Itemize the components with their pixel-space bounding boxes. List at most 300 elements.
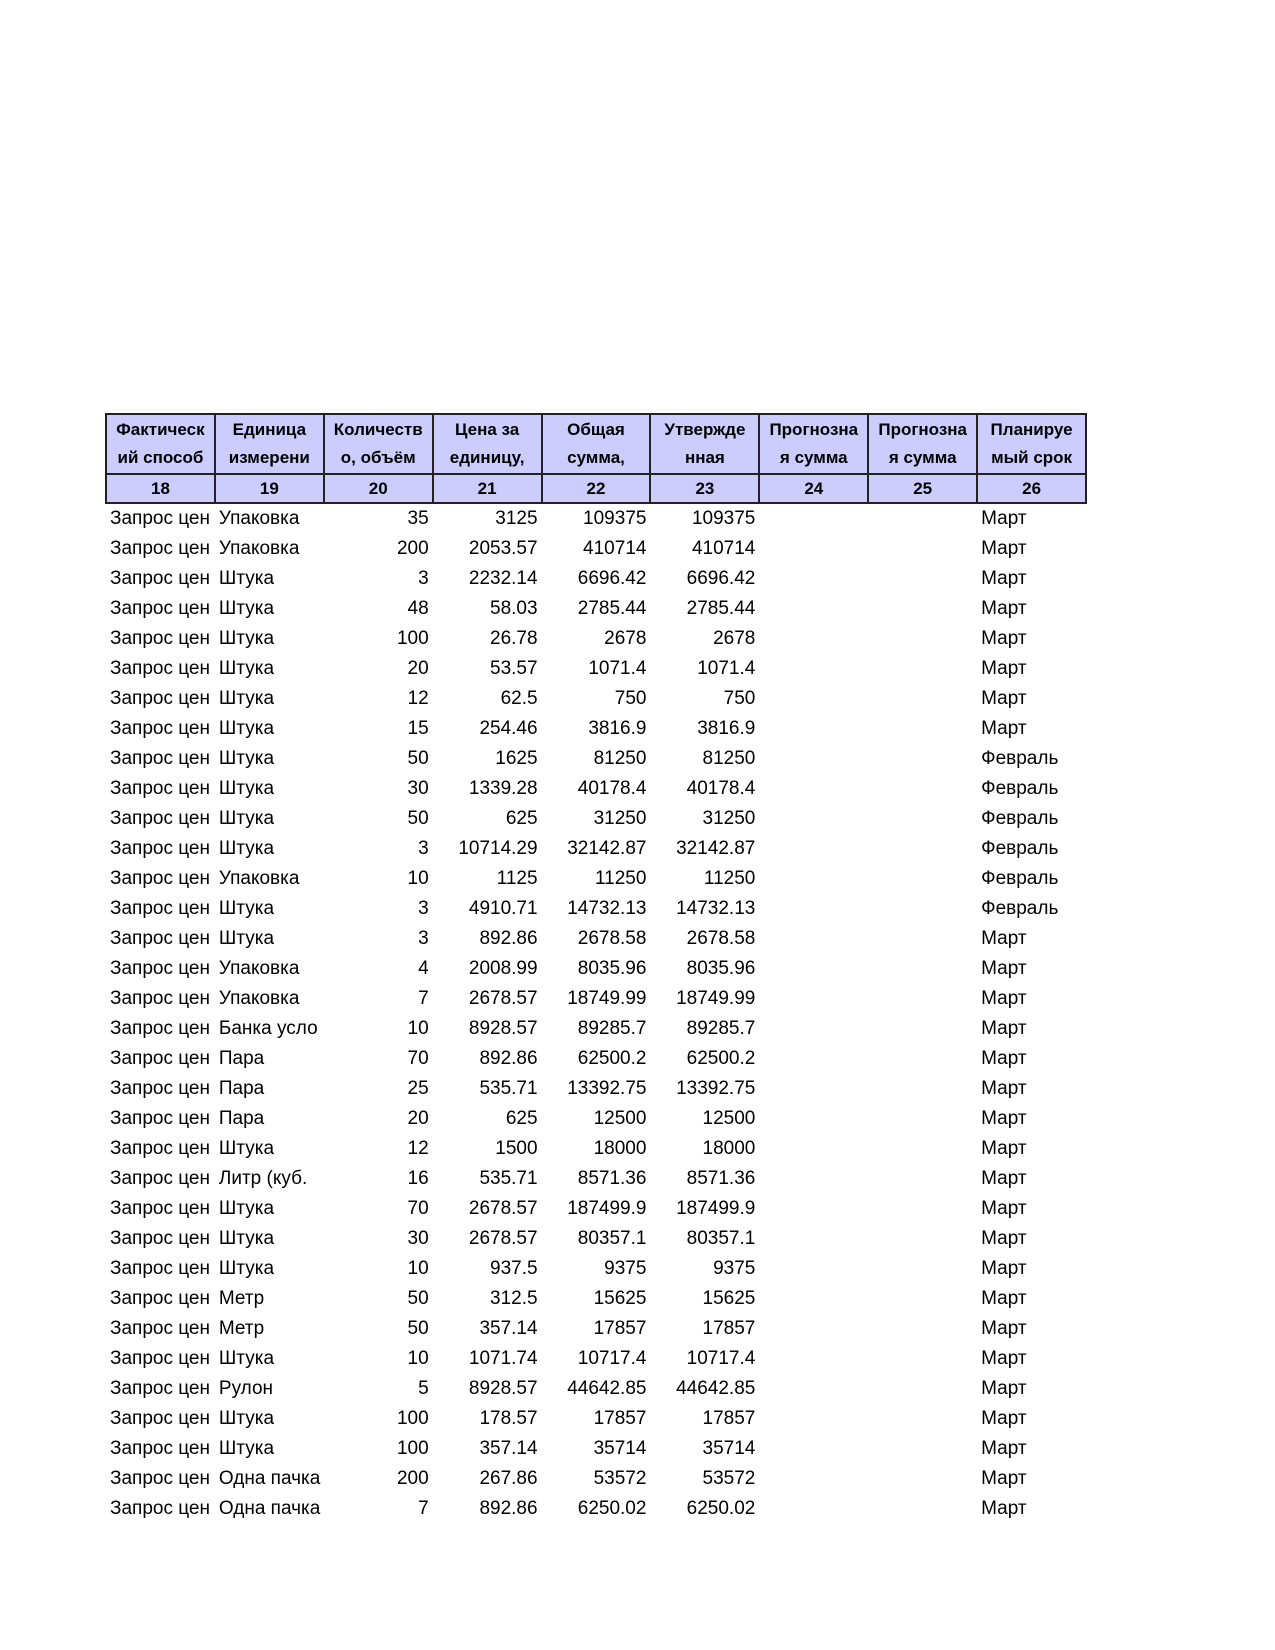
unit-cell: Штука xyxy=(218,898,275,919)
forecast-sum-cell xyxy=(759,684,868,714)
approved-sum-cell: 2785.44 xyxy=(686,598,756,619)
column-header-line1: Единица xyxy=(232,420,307,439)
quantity-cell: 3 xyxy=(418,568,429,589)
unit-price-cell: 26.78 xyxy=(490,628,538,649)
unit-price-cell: 2678.57 xyxy=(468,988,538,1009)
forecast-sum-cell xyxy=(759,503,868,534)
unit-cell: Метр xyxy=(218,1318,265,1339)
unit-price-cell: 8928.57 xyxy=(468,1018,538,1039)
total-sum-cell: 18749.99 xyxy=(567,988,647,1009)
forecast-sum-cell xyxy=(759,714,868,744)
table-row xyxy=(106,1044,1086,1074)
unit-cell: Упаковка xyxy=(218,538,300,559)
forecast-sum-cell xyxy=(868,1074,977,1104)
planned-term-cell: Март xyxy=(981,1048,1027,1069)
total-sum-cell: 12500 xyxy=(593,1108,647,1129)
planned-term-cell: Март xyxy=(981,718,1027,739)
total-sum-cell: 2785.44 xyxy=(577,598,647,619)
unit-price-cell: 254.46 xyxy=(479,718,538,739)
quantity-cell: 3 xyxy=(418,838,429,859)
forecast-sum-cell xyxy=(759,864,868,894)
forecast-sum-cell xyxy=(759,1224,868,1254)
forecast-sum-cell xyxy=(759,954,868,984)
forecast-sum-cell xyxy=(868,1374,977,1404)
unit-cell: Штука xyxy=(218,1258,275,1279)
column-header-line2: измерени xyxy=(228,448,310,467)
method-cell: Запрос цен xyxy=(110,1168,210,1189)
planned-term-cell: Февраль xyxy=(981,868,1059,889)
unit-cell: Штука xyxy=(218,928,275,949)
planned-term-cell: Март xyxy=(981,688,1027,709)
approved-sum-cell: 17857 xyxy=(702,1408,756,1429)
table-row xyxy=(106,954,1086,984)
column-header-21 xyxy=(433,414,542,474)
forecast-sum-cell xyxy=(759,1044,868,1074)
approved-sum-cell: 17857 xyxy=(702,1318,756,1339)
method-cell: Запрос цен xyxy=(110,1288,210,1309)
method-cell: Запрос цен xyxy=(110,1228,210,1249)
planned-term-cell: Март xyxy=(981,1378,1027,1399)
unit-cell: Упаковка xyxy=(218,988,300,1009)
approved-sum-cell: 80357.1 xyxy=(686,1228,756,1249)
method-cell: Запрос цен xyxy=(110,778,210,799)
approved-sum-cell: 3816.9 xyxy=(697,718,756,739)
column-header-line1: Планируе xyxy=(990,420,1073,439)
forecast-sum-cell xyxy=(759,534,868,564)
quantity-cell: 15 xyxy=(407,718,429,739)
forecast-sum-cell xyxy=(759,1014,868,1044)
forecast-sum-cell xyxy=(868,1494,977,1524)
approved-sum-cell: 35714 xyxy=(702,1438,756,1459)
unit-cell: Одна пачка xyxy=(218,1468,321,1489)
forecast-sum-cell xyxy=(868,1224,977,1254)
planned-term-cell: Март xyxy=(981,1438,1027,1459)
unit-cell: Штука xyxy=(218,1198,275,1219)
unit-price-cell: 62.5 xyxy=(500,688,538,709)
total-sum-cell: 750 xyxy=(614,688,647,709)
unit-price-cell: 625 xyxy=(505,1108,538,1129)
unit-price-cell: 1339.28 xyxy=(468,778,538,799)
method-cell: Запрос цен xyxy=(110,1198,210,1219)
unit-cell: Литр (куб. xyxy=(218,1168,308,1189)
column-header-line2: единицу, xyxy=(449,448,525,467)
quantity-cell: 20 xyxy=(407,658,429,679)
planned-term-cell: Март xyxy=(981,1198,1027,1219)
unit-price-cell: 1071.74 xyxy=(468,1348,538,1369)
column-header-20 xyxy=(324,414,433,474)
table-row xyxy=(106,1074,1086,1104)
forecast-sum-cell xyxy=(868,714,977,744)
total-sum-cell: 32142.87 xyxy=(567,838,647,859)
table-row xyxy=(106,654,1086,684)
unit-cell: Пара xyxy=(218,1108,265,1129)
unit-price-cell: 2678.57 xyxy=(468,1228,538,1249)
quantity-cell: 3 xyxy=(418,898,429,919)
approved-sum-cell: 31250 xyxy=(702,808,756,829)
forecast-sum-cell xyxy=(868,954,977,984)
table-row xyxy=(106,924,1086,954)
procurement-sheet xyxy=(105,413,1087,1524)
approved-sum-cell: 750 xyxy=(723,688,756,709)
method-cell: Запрос цен xyxy=(110,568,210,589)
planned-term-cell: Февраль xyxy=(981,808,1059,829)
unit-cell: Штука xyxy=(218,1138,275,1159)
method-cell: Запрос цен xyxy=(110,598,210,619)
forecast-sum-cell xyxy=(868,684,977,714)
approved-sum-cell: 81250 xyxy=(702,748,756,769)
quantity-cell: 12 xyxy=(407,688,429,709)
column-number: 19 xyxy=(215,474,324,503)
approved-sum-cell: 12500 xyxy=(702,1108,756,1129)
table-row xyxy=(106,1224,1086,1254)
column-header-24 xyxy=(759,414,868,474)
column-header-line2: сумма, xyxy=(567,448,625,467)
unit-cell: Упаковка xyxy=(218,508,300,529)
method-cell: Запрос цен xyxy=(110,658,210,679)
forecast-sum-cell xyxy=(759,1404,868,1434)
unit-cell: Метр xyxy=(218,1288,265,1309)
total-sum-cell: 35714 xyxy=(593,1438,647,1459)
table-row xyxy=(106,1374,1086,1404)
total-sum-cell: 109375 xyxy=(583,508,647,529)
forecast-sum-cell xyxy=(759,894,868,924)
unit-cell: Штука xyxy=(218,778,275,799)
table-row xyxy=(106,804,1086,834)
method-cell: Запрос цен xyxy=(110,1108,210,1129)
total-sum-cell: 17857 xyxy=(593,1318,647,1339)
unit-price-cell: 937.5 xyxy=(490,1258,538,1279)
table-row xyxy=(106,984,1086,1014)
table-row xyxy=(106,1434,1086,1464)
forecast-sum-cell xyxy=(868,534,977,564)
column-header-line1: Прогнозна xyxy=(878,420,968,439)
approved-sum-cell: 8571.36 xyxy=(686,1168,756,1189)
forecast-sum-cell xyxy=(759,594,868,624)
quantity-cell: 10 xyxy=(407,1348,429,1369)
total-sum-cell: 3816.9 xyxy=(588,718,647,739)
planned-term-cell: Февраль xyxy=(981,898,1059,919)
table-row xyxy=(106,774,1086,804)
unit-cell: Пара xyxy=(218,1078,265,1099)
method-cell: Запрос цен xyxy=(110,868,210,889)
column-header-18 xyxy=(106,414,215,474)
total-sum-cell: 62500.2 xyxy=(577,1048,647,1069)
forecast-sum-cell xyxy=(759,924,868,954)
approved-sum-cell: 10717.4 xyxy=(686,1348,756,1369)
forecast-sum-cell xyxy=(868,774,977,804)
total-sum-cell: 8035.96 xyxy=(577,958,647,979)
unit-price-cell: 892.86 xyxy=(479,928,538,949)
column-number: 23 xyxy=(650,474,759,503)
planned-term-cell: Март xyxy=(981,1468,1027,1489)
planned-term-cell: Февраль xyxy=(981,748,1059,769)
method-cell: Запрос цен xyxy=(110,1378,210,1399)
unit-cell: Штука xyxy=(218,628,275,649)
approved-sum-cell: 1071.4 xyxy=(697,658,756,679)
forecast-sum-cell xyxy=(868,654,977,684)
unit-price-cell: 8928.57 xyxy=(468,1378,538,1399)
method-cell: Запрос цен xyxy=(110,748,210,769)
forecast-sum-cell xyxy=(868,503,977,534)
unit-price-cell: 892.86 xyxy=(479,1498,538,1519)
method-cell: Запрос цен xyxy=(110,1408,210,1429)
forecast-sum-cell xyxy=(868,1404,977,1434)
table-row xyxy=(106,1464,1086,1494)
unit-cell: Штука xyxy=(218,808,275,829)
unit-price-cell: 1500 xyxy=(495,1138,538,1159)
forecast-sum-cell xyxy=(759,1284,868,1314)
forecast-sum-cell xyxy=(759,1254,868,1284)
total-sum-cell: 13392.75 xyxy=(567,1078,647,1099)
forecast-sum-cell xyxy=(868,1314,977,1344)
forecast-sum-cell xyxy=(868,1134,977,1164)
forecast-sum-cell xyxy=(868,894,977,924)
unit-price-cell: 58.03 xyxy=(490,598,538,619)
table-row xyxy=(106,714,1086,744)
approved-sum-cell: 18749.99 xyxy=(676,988,756,1009)
planned-term-cell: Март xyxy=(981,628,1027,649)
forecast-sum-cell xyxy=(759,804,868,834)
forecast-sum-cell xyxy=(759,1464,868,1494)
forecast-sum-cell xyxy=(759,624,868,654)
quantity-cell: 48 xyxy=(407,598,429,619)
unit-cell: Упаковка xyxy=(218,868,300,889)
quantity-cell: 5 xyxy=(418,1378,429,1399)
quantity-cell: 100 xyxy=(396,1408,429,1429)
method-cell: Запрос цен xyxy=(110,1438,210,1459)
unit-price-cell: 312.5 xyxy=(490,1288,538,1309)
unit-price-cell: 10714.29 xyxy=(458,838,538,859)
forecast-sum-cell xyxy=(759,1494,868,1524)
column-header-line1: Фактическ xyxy=(116,420,205,439)
column-header-19 xyxy=(215,414,324,474)
forecast-sum-cell xyxy=(759,1104,868,1134)
method-cell: Запрос цен xyxy=(110,898,210,919)
method-cell: Запрос цен xyxy=(110,1138,210,1159)
table-header xyxy=(106,414,1086,503)
quantity-cell: 50 xyxy=(407,1288,429,1309)
column-header-line1: Цена за xyxy=(455,420,520,439)
planned-term-cell: Март xyxy=(981,958,1027,979)
quantity-cell: 10 xyxy=(407,1018,429,1039)
table-row xyxy=(106,534,1086,564)
forecast-sum-cell xyxy=(759,1434,868,1464)
quantity-cell: 3 xyxy=(418,928,429,949)
total-sum-cell: 11250 xyxy=(595,868,647,889)
method-cell: Запрос цен xyxy=(110,1078,210,1099)
quantity-cell: 50 xyxy=(407,748,429,769)
approved-sum-cell: 6696.42 xyxy=(686,568,756,589)
unit-cell: Банка усло xyxy=(218,1018,318,1039)
approved-sum-cell: 15625 xyxy=(702,1288,756,1309)
forecast-sum-cell xyxy=(868,1254,977,1284)
total-sum-cell: 14732.13 xyxy=(567,898,647,919)
total-sum-cell: 8571.36 xyxy=(577,1168,647,1189)
unit-price-cell: 2008.99 xyxy=(468,958,538,979)
unit-price-cell: 535.71 xyxy=(479,1168,538,1189)
table-row xyxy=(106,1134,1086,1164)
unit-price-cell: 2053.57 xyxy=(468,538,538,559)
table-row xyxy=(106,1344,1086,1374)
forecast-sum-cell xyxy=(868,1434,977,1464)
total-sum-cell: 6250.02 xyxy=(577,1498,647,1519)
method-cell: Запрос цен xyxy=(110,718,210,739)
forecast-sum-cell xyxy=(759,774,868,804)
unit-cell: Штука xyxy=(218,658,275,679)
forecast-sum-cell xyxy=(868,564,977,594)
unit-cell: Штука xyxy=(218,838,275,859)
unit-cell: Штука xyxy=(218,748,275,769)
total-sum-cell: 10717.4 xyxy=(577,1348,647,1369)
method-cell: Запрос цен xyxy=(110,838,210,859)
method-cell: Запрос цен xyxy=(110,1348,210,1369)
quantity-cell: 4 xyxy=(418,958,429,979)
approved-sum-cell: 89285.7 xyxy=(686,1018,756,1039)
forecast-sum-cell xyxy=(868,924,977,954)
total-sum-cell: 17857 xyxy=(593,1408,647,1429)
column-header-line2: я сумма xyxy=(779,448,848,467)
unit-price-cell: 892.86 xyxy=(479,1048,538,1069)
unit-price-cell: 2232.14 xyxy=(468,568,538,589)
table-row xyxy=(106,744,1086,774)
approved-sum-cell: 14732.13 xyxy=(676,898,756,919)
forecast-sum-cell xyxy=(868,1104,977,1134)
column-header-line2: нная xyxy=(684,448,725,467)
total-sum-cell: 44642.85 xyxy=(567,1378,647,1399)
column-number: 25 xyxy=(868,474,977,503)
unit-price-cell: 1625 xyxy=(495,748,538,769)
unit-cell: Штука xyxy=(218,688,275,709)
quantity-cell: 70 xyxy=(407,1048,429,1069)
forecast-sum-cell xyxy=(868,624,977,654)
column-header-22 xyxy=(542,414,651,474)
planned-term-cell: Февраль xyxy=(981,838,1059,859)
table-row xyxy=(106,594,1086,624)
method-cell: Запрос цен xyxy=(110,628,210,649)
unit-price-cell: 267.86 xyxy=(479,1468,538,1489)
column-number: 22 xyxy=(542,474,651,503)
method-cell: Запрос цен xyxy=(110,928,210,949)
table-row xyxy=(106,834,1086,864)
column-header-line2: о, объём xyxy=(340,448,416,467)
method-cell: Запрос цен xyxy=(110,1018,210,1039)
forecast-sum-cell xyxy=(759,984,868,1014)
column-header-line1: Прогнозна xyxy=(769,420,859,439)
quantity-cell: 70 xyxy=(407,1198,429,1219)
column-header-line1: Общая xyxy=(567,420,625,439)
method-cell: Запрос цен xyxy=(110,1048,210,1069)
column-header-line2: я сумма xyxy=(888,448,957,467)
column-header-23 xyxy=(650,414,759,474)
method-cell: Запрос цен xyxy=(110,1468,210,1489)
unit-price-cell: 4910.71 xyxy=(468,898,538,919)
unit-price-cell: 357.14 xyxy=(479,1438,538,1459)
planned-term-cell: Март xyxy=(981,928,1027,949)
approved-sum-cell: 11250 xyxy=(703,868,756,889)
approved-sum-cell: 62500.2 xyxy=(686,1048,756,1069)
forecast-sum-cell xyxy=(759,654,868,684)
unit-price-cell: 53.57 xyxy=(490,658,538,679)
planned-term-cell: Март xyxy=(981,1288,1027,1309)
quantity-cell: 30 xyxy=(407,1228,429,1249)
approved-sum-cell: 53572 xyxy=(702,1468,756,1489)
quantity-cell: 50 xyxy=(407,808,429,829)
forecast-sum-cell xyxy=(759,1344,868,1374)
total-sum-cell: 89285.7 xyxy=(577,1018,647,1039)
unit-price-cell: 178.57 xyxy=(479,1408,538,1429)
column-number: 18 xyxy=(106,474,215,503)
unit-cell: Штука xyxy=(218,1438,275,1459)
planned-term-cell: Март xyxy=(981,658,1027,679)
quantity-cell: 20 xyxy=(407,1108,429,1129)
method-cell: Запрос цен xyxy=(110,1318,210,1339)
quantity-cell: 25 xyxy=(407,1078,429,1099)
table-row xyxy=(106,1164,1086,1194)
column-number: 20 xyxy=(324,474,433,503)
approved-sum-cell: 13392.75 xyxy=(676,1078,756,1099)
forecast-sum-cell xyxy=(868,1284,977,1314)
approved-sum-cell: 18000 xyxy=(702,1138,756,1159)
forecast-sum-cell xyxy=(759,1374,868,1404)
forecast-sum-cell xyxy=(868,1164,977,1194)
column-header-line2: мый срок xyxy=(991,448,1073,467)
procurement-table xyxy=(105,413,1087,1524)
unit-cell: Штука xyxy=(218,1348,275,1369)
planned-term-cell: Март xyxy=(981,988,1027,1009)
forecast-sum-cell xyxy=(759,564,868,594)
approved-sum-cell: 32142.87 xyxy=(676,838,756,859)
column-header-line1: Количеств xyxy=(333,420,423,439)
total-sum-cell: 410714 xyxy=(583,538,647,559)
column-number: 24 xyxy=(759,474,868,503)
unit-cell: Пара xyxy=(218,1048,265,1069)
quantity-cell: 200 xyxy=(396,538,429,559)
quantity-cell: 200 xyxy=(396,1468,429,1489)
forecast-sum-cell xyxy=(868,594,977,624)
unit-cell: Штука xyxy=(218,598,275,619)
table-row xyxy=(106,1284,1086,1314)
unit-cell: Штука xyxy=(218,1408,275,1429)
method-cell: Запрос цен xyxy=(110,1258,210,1279)
column-header-line2: ий способ xyxy=(117,448,204,467)
approved-sum-cell: 8035.96 xyxy=(686,958,756,979)
table-row xyxy=(106,503,1086,534)
forecast-sum-cell xyxy=(868,1344,977,1374)
method-cell: Запрос цен xyxy=(110,538,210,559)
approved-sum-cell: 2678.58 xyxy=(686,928,756,949)
method-cell: Запрос цен xyxy=(110,958,210,979)
total-sum-cell: 40178.4 xyxy=(577,778,647,799)
planned-term-cell: Март xyxy=(981,1138,1027,1159)
planned-term-cell: Март xyxy=(981,1018,1027,1039)
quantity-cell: 12 xyxy=(407,1138,429,1159)
method-cell: Запрос цен xyxy=(110,988,210,1009)
quantity-cell: 16 xyxy=(407,1168,429,1189)
table-row xyxy=(106,1014,1086,1044)
planned-term-cell: Март xyxy=(981,1078,1027,1099)
forecast-sum-cell xyxy=(868,1464,977,1494)
total-sum-cell: 187499.9 xyxy=(567,1198,647,1219)
planned-term-cell: Март xyxy=(981,1228,1027,1249)
quantity-cell: 100 xyxy=(396,628,429,649)
unit-price-cell: 625 xyxy=(505,808,538,829)
forecast-sum-cell xyxy=(759,834,868,864)
table-row xyxy=(106,624,1086,654)
quantity-cell: 10 xyxy=(407,1258,429,1279)
approved-sum-cell: 410714 xyxy=(691,538,756,559)
total-sum-cell: 80357.1 xyxy=(577,1228,647,1249)
unit-cell: Одна пачка xyxy=(218,1498,321,1519)
